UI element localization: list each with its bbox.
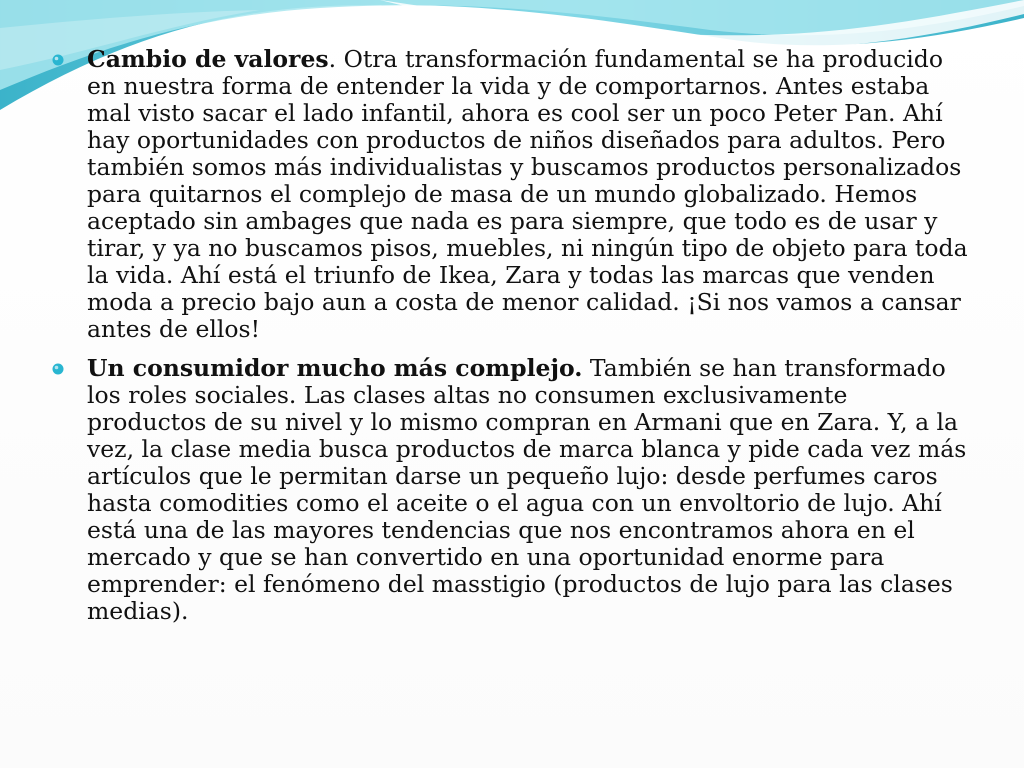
bullet-dot-icon	[52, 363, 64, 375]
bullet-text: . Otra transformación fundamental se ha producido en nuestra forma de entender la vida y de comportarnos. Antes estaba mal visto sacar el lado infantil, ahora es cool ser un poco Peter Pan. Ahí hay oportunidades con productos de niños diseñados para adultos. Pero también somos más individualistas y buscamos productos personalizados para quitarnos el complejo de masa de un mundo globalizado. Hemos aceptado sin ambages que nada es para siempre, que todo es de usar y tirar, y ya no buscamos pisos, muebles, ni ningún tipo de objeto para toda la vida. Ahí está el triunfo de Ikea, Zara y todas las marcas que venden moda a precio bajo aun a costa de menor calidad. ¡Si nos vamos a cansar antes de ellos!	[87, 45, 968, 343]
slide-content	[52, 46, 972, 637]
bullet-title: Cambio de valores	[87, 45, 329, 73]
bullet-list	[52, 46, 972, 625]
bullet-item-cambio-de-valores	[52, 46, 972, 343]
bullet-dot-icon	[52, 54, 64, 66]
bullet-title: Un consumidor mucho más complejo.	[87, 354, 583, 382]
bullet-item-consumidor-complejo	[52, 355, 972, 625]
bullet-text: También se han transformado los roles sociales. Las clases altas no consumen exclusivamente productos de su nivel y lo mismo compran en Armani que en Zara. Y, a la vez, la clase media busca productos de marca blanca y pide cada vez más artículos que le permitan darse un pequeño lujo: desde perfumes caros hasta comodities como el aceite o el agua con un envoltorio de lujo. Ahí está una de las mayores tendencias que nos encontramos ahora en el mercado y que se han convertido en una oportunidad enorme para emprender: el fenómeno del masstigio (productos de lujo para las clases medias).	[87, 354, 967, 625]
